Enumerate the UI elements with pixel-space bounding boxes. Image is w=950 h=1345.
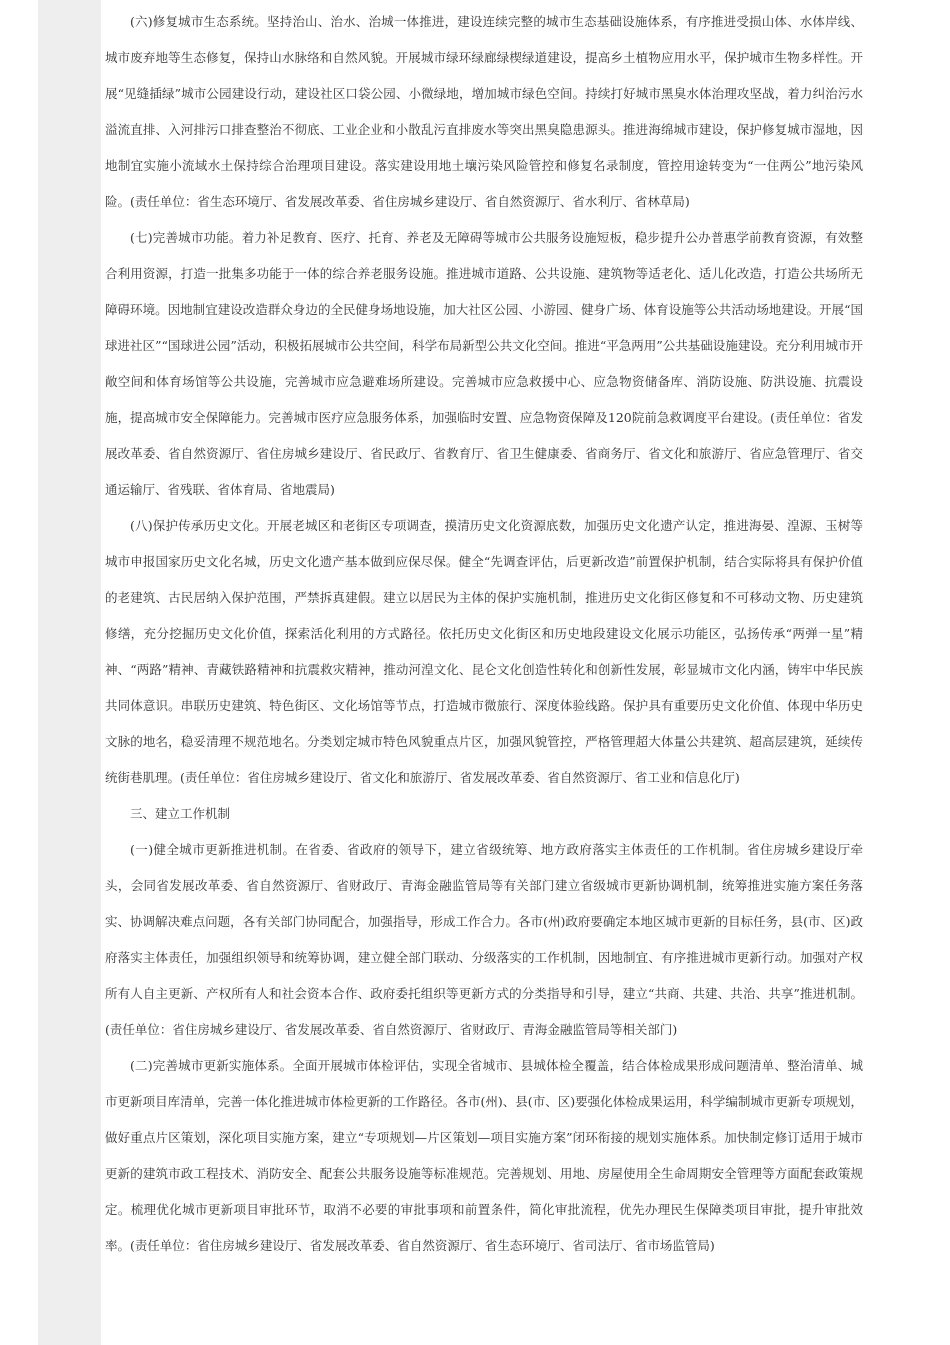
document-body <box>105 4 863 1264</box>
paragraph-restore-ecosystem: (六)修复城市生态系统。坚持治山、治水、治城一体推进，建设连续完整的城市生态基础设施体系，有序推进受损山体、水体岸线、城市废弃地等生态修复，保持山水脉络和自然风貌。开展城市绿环绿廊绿楔绿道建设，提高乡土植物应用水平，保护城市生物多样性。开展“见缝插绿”城市公园建设行动，建设社区口袋公园、小微绿地，增加城市绿色空间。持续打好城市黑臭水体治理攻坚战，着力纠治污水溢流直排、入河排污口排查整治不彻底、工业企业和小散乱污直排废水等突出黑臭隐患源头。推进海绵城市建设，保护修复城市湿地，因地制宜实施小流域水土保持综合治理项目建设。落实建设用地土壤污染风险管控和修复名录制度，管控用途转变为“一住两公”地污染风险。(责任单位：省生态环境厅、省发展改革委、省住房城乡建设厅、省自然资源厅、省水利厅、省林草局) <box>105 14 863 209</box>
paragraph-improve-city-functions: (七)完善城市功能。着力补足教育、医疗、托育、养老及无障碍等城市公共服务设施短板，稳步提升公办普惠学前教育资源，有效整合利用资源，打造一批集多功能于一体的综合养老服务设施。推进城市道路、公共设施、建筑物等适老化、适儿化改造，打造公共场所无障碍环境。因地制宜建设改造群众身边的全民健身场地设施，加大社区公园、小游园、健身广场、体育设施等公共活动场地建设。开展“国球进社区”“国球进公园”活动，积极拓展城市公共空间，科学布局新型公共文化空间。推进“平急两用”公共基础设施建设。充分利用城市开敞空间和体育场馆等公共设施，完善城市应急避难场所建设。完善城市应急救援中心、应急物资储备库、消防设施、防洪设施、抗震设施，提高城市安全保障能力。完善城市医疗应急服务体系，加强临时安置、应急物资保障及120院前急救调度平台建设。(责任单位：省发展改革委、省自然资源厅、省住房城乡建设厅、省民政厅、省教育厅、省卫生健康委、省商务厅、省文化和旅游厅、省应急管理厅、省交通运输厅、省残联、省体育局、省地震局) <box>105 230 863 497</box>
paragraph-update-implementation-system: (二)完善城市更新实施体系。全面开展城市体检评估，实现全省城市、县城体检全覆盖，结合体检成果形成问题清单、整治清单、城市更新项目库清单，完善一体化推进城市体检更新的工作路径。各市(州)、县(市、区)要强化体检成果运用，科学编制城市更新专项规划，做好重点片区策划，深化项目实施方案，建立“专项规划—片区策划—项目实施方案”闭环衔接的规划实施体系。加快制定修订适用于城市更新的建筑市政工程技术、消防安全、配套公共服务设施等标准规范。完善规划、用地、房屋使用全生命周期安全管理等方面配套政策规定。梳理优化城市更新项目审批环节，取消不必要的审批事项和前置条件，简化审批流程，优先办理民生保障类项目审批，提升审批效率。(责任单位：省住房城乡建设厅、省发展改革委、省自然资源厅、省生态环境厅、省司法厅、省市场监管局) <box>105 1058 863 1253</box>
paragraph-protect-historical-culture: (八)保护传承历史文化。开展老城区和老街区专项调查，摸清历史文化资源底数，加强历史文化遗产认定，推进海晏、湟源、玉树等城市申报国家历史文化名城，历史文化遗产基本做到应保尽保。健全“先调查评估，后更新改造”前置保护机制，结合实际将具有保护价值的老建筑、古民居纳入保护范围，严禁拆真建假。建立以居民为主体的保护实施机制，推进历史文化街区修复和不可移动文物、历史建筑修缮，充分挖掘历史文化价值，探索活化利用的方式路径。依托历史文化街区和历史地段建设文化展示功能区，弘扬传承“两弹一星”精神、“两路”精神、青藏铁路精神和抗震救灾精神，推动河湟文化、昆仑文化创造性转化和创新性发展，彰显城市文化内涵，铸牢中华民族共同体意识。串联历史建筑、特色街区、文化场馆等节点，打造城市微旅行、深度体验线路。保护具有重要历史文化价值、体现中华历史文脉的地名，稳妥清理不规范地名。分类划定城市特色风貌重点片区，加强风貌管控，严格管理超大体量公共建筑、超高层建筑，延续传统街巷肌理。(责任单位：省住房城乡建设厅、省文化和旅游厅、省发展改革委、省自然资源厅、省工业和信息化厅) <box>105 518 863 785</box>
section-heading-work-mechanism: 三、建立工作机制 <box>130 806 231 821</box>
paragraph-update-promotion-mechanism: (一)健全城市更新推进机制。在省委、省政府的领导下，建立省级统筹、地方政府落实主体责任的工作机制。省住房城乡建设厅牵头，会同省发展改革委、省自然资源厅、省财政厅、青海金融监管局等有关部门建立省级城市更新协调机制，统筹推进实施方案任务落实、协调解决难点问题，各有关部门协同配合，加强指导，形成工作合力。各市(州)政府要确定本地区城市更新的目标任务，县(市、区)政府落实主体责任，加强组织领导和统筹协调，建立健全部门联动、分级落实的工作机制，因地制宜、有序推进城市更新行动。加强对产权所有人自主更新、产权所有人和社会资本合作、政府委托组织等更新方式的分类指导和引导，建立“共商、共建、共治、共享”推进机制。(责任单位：省住房城乡建设厅、省发展改革委、省自然资源厅、省财政厅、青海金融监管局等相关部门) <box>105 842 863 1037</box>
